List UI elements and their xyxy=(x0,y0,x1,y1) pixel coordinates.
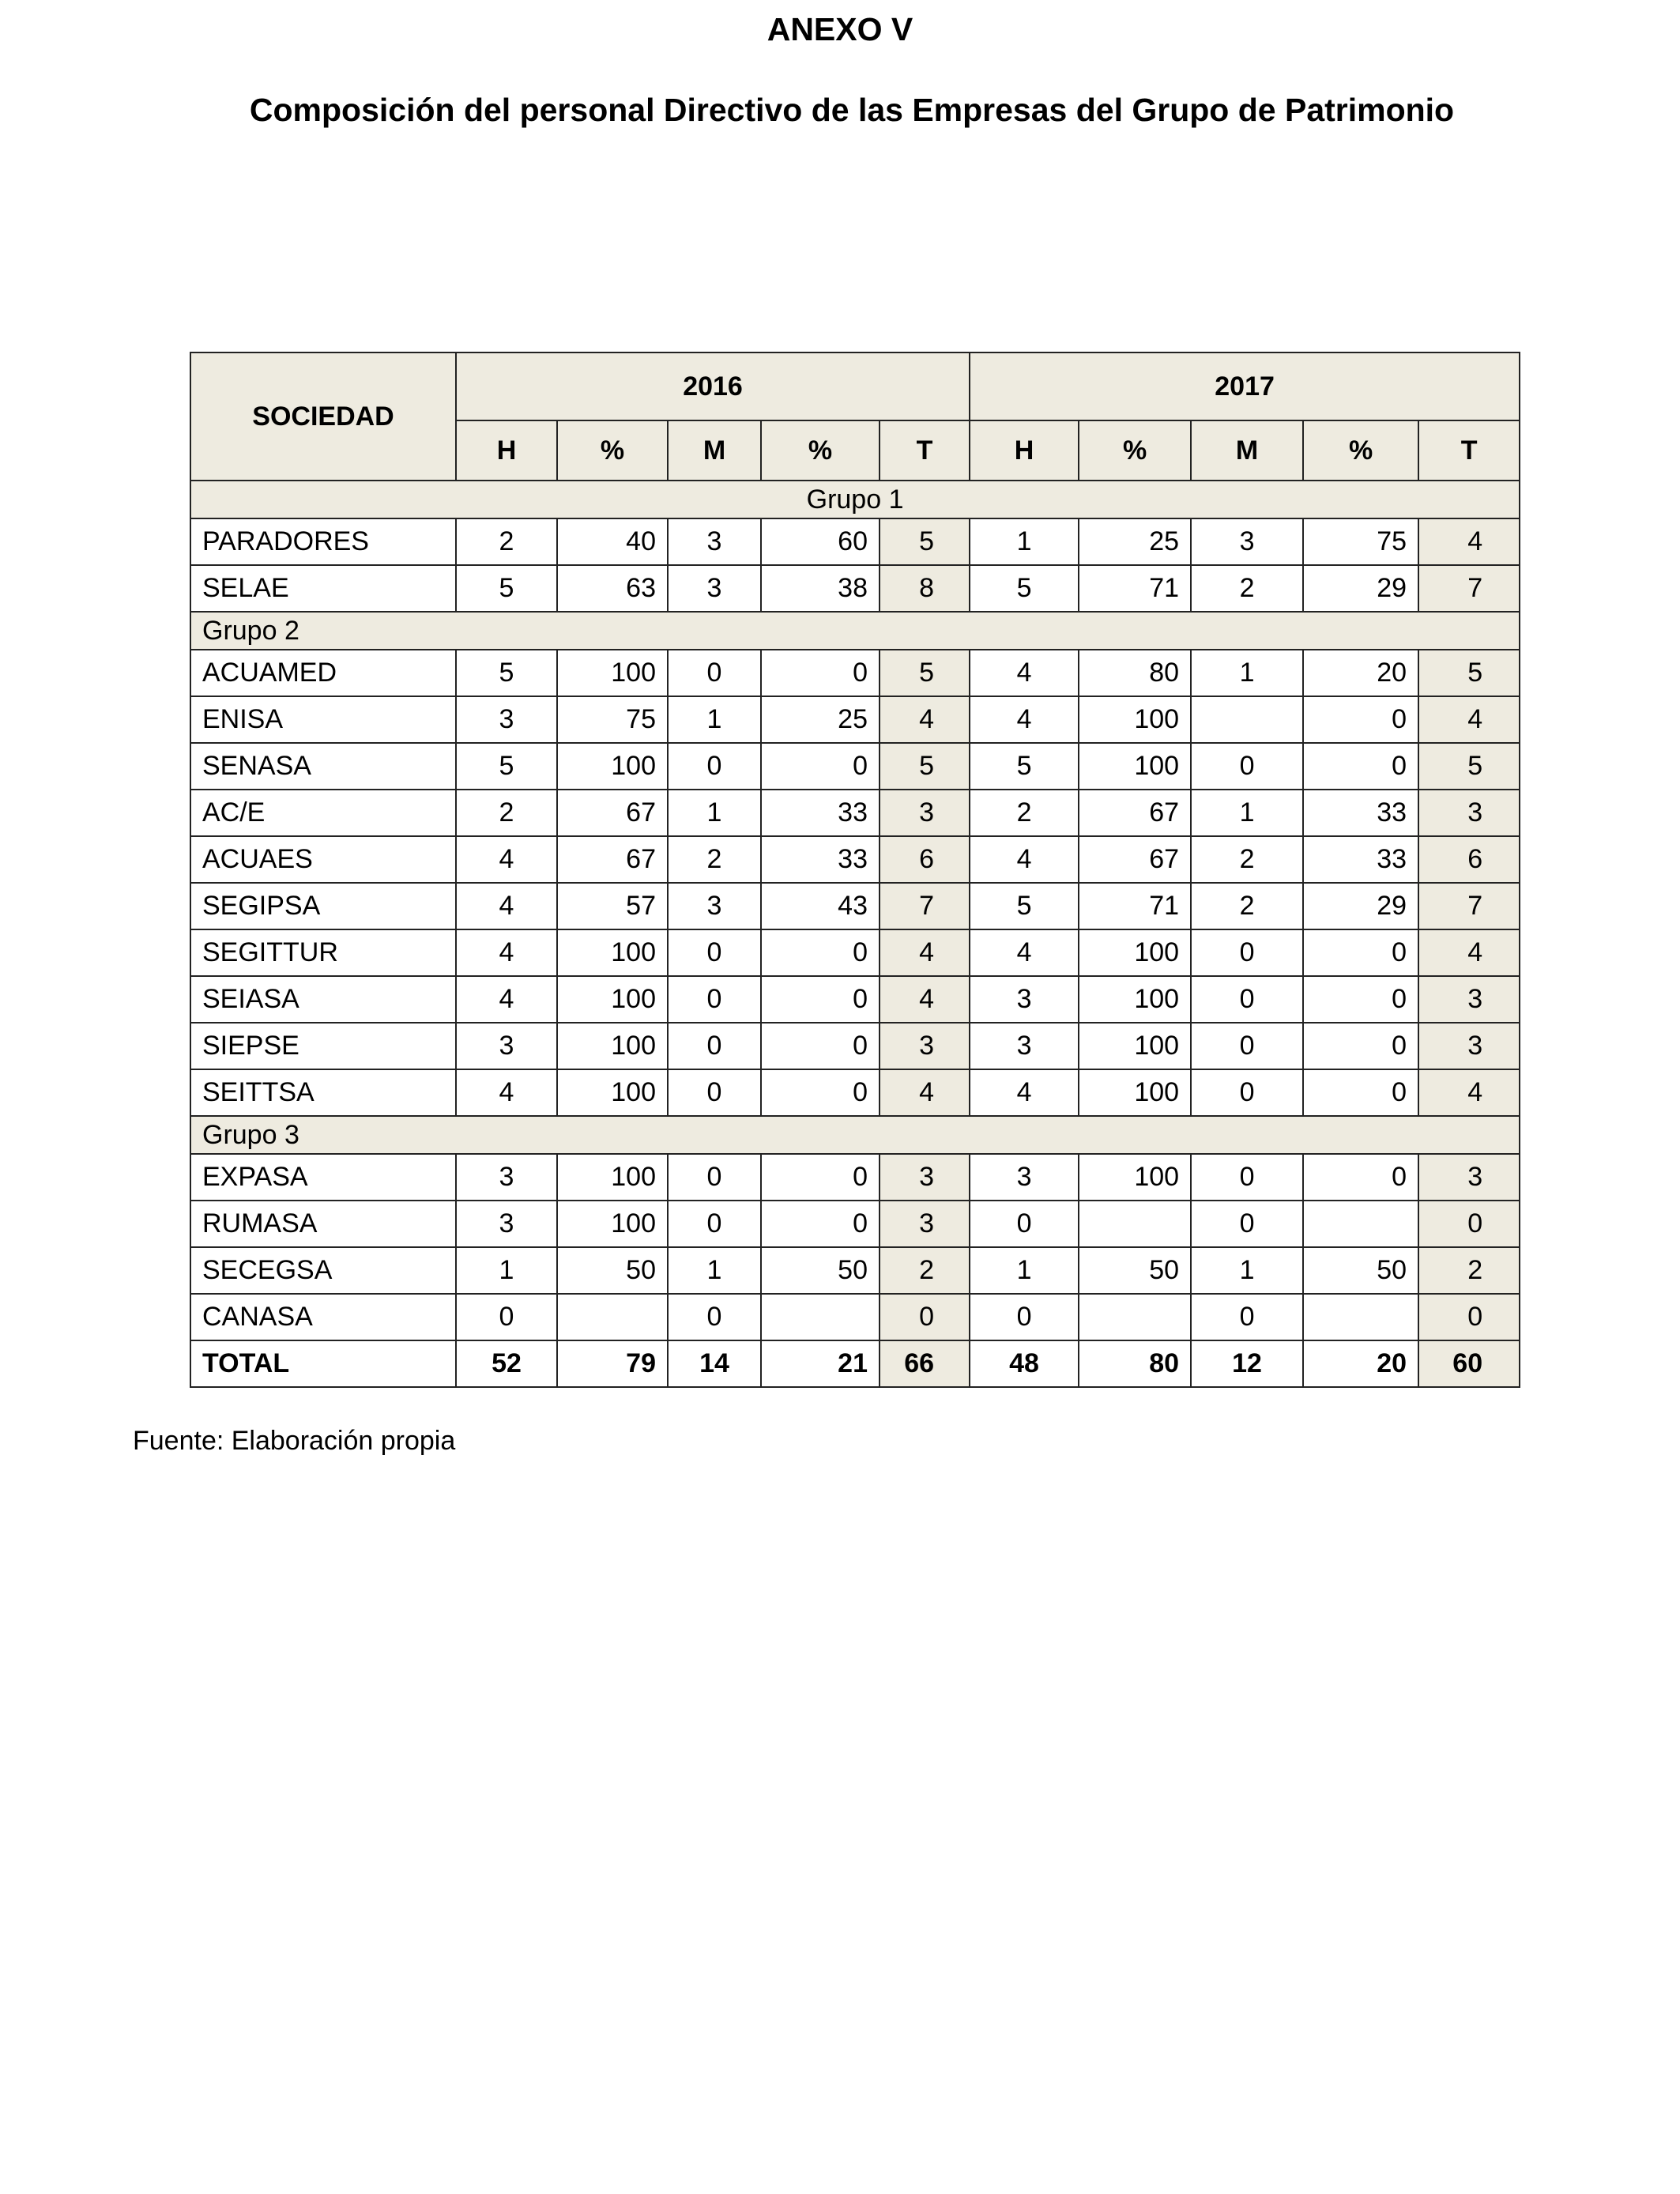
table-row xyxy=(190,1294,1520,1340)
table-cell: 0 xyxy=(761,1069,880,1116)
group-label: Grupo 3 xyxy=(190,1116,1520,1154)
table-cell: 0 xyxy=(1191,1294,1303,1340)
table-cell: 1 xyxy=(668,790,761,836)
table-cell: 0 xyxy=(1191,1023,1303,1069)
table-cell: 43 xyxy=(761,883,880,929)
table-cell: 2 xyxy=(880,1247,970,1294)
table-row xyxy=(190,743,1520,790)
table-cell: 0 xyxy=(761,743,880,790)
annex-title: ANEXO V xyxy=(767,11,913,47)
table-cell: 48 xyxy=(970,1340,1079,1387)
table-cell: 1 xyxy=(970,1247,1079,1294)
table-cell: 0 xyxy=(1191,1201,1303,1247)
table-cell: 0 xyxy=(1191,976,1303,1023)
table-cell: 71 xyxy=(1079,883,1191,929)
table-cell: 0 xyxy=(1303,1023,1418,1069)
table-cell: 0 xyxy=(1303,1069,1418,1116)
table-row xyxy=(190,696,1520,743)
table-cell: 4 xyxy=(880,929,970,976)
table-cell: 1 xyxy=(668,696,761,743)
table-cell: 0 xyxy=(668,1069,761,1116)
table-cell: 60 xyxy=(1418,1340,1520,1387)
table-cell: 7 xyxy=(880,883,970,929)
table-cell: 3 xyxy=(880,1201,970,1247)
table-cell: 3 xyxy=(668,565,761,612)
table-cell: 0 xyxy=(761,1201,880,1247)
table-cell: 79 xyxy=(557,1340,668,1387)
table-cell: 100 xyxy=(557,1154,668,1201)
column-header-sociedad: SOCIEDAD xyxy=(190,352,456,481)
table-cell: 100 xyxy=(557,743,668,790)
group-row xyxy=(190,612,1520,650)
table-cell: 1 xyxy=(1191,650,1303,696)
company-name: RUMASA xyxy=(190,1201,456,1247)
table-cell: 0 xyxy=(1303,929,1418,976)
table-cell: 0 xyxy=(1303,976,1418,1023)
table-cell: 0 xyxy=(668,976,761,1023)
table-cell: 1 xyxy=(1191,1247,1303,1294)
company-name: SEITTSA xyxy=(190,1069,456,1116)
table-cell: 67 xyxy=(557,790,668,836)
table-cell: 4 xyxy=(456,836,557,883)
table-cell xyxy=(1191,696,1303,743)
table-cell: 60 xyxy=(761,518,880,565)
table-row xyxy=(190,1069,1520,1116)
company-name: ACUAES xyxy=(190,836,456,883)
table-cell: 5 xyxy=(456,565,557,612)
table-cell: 50 xyxy=(761,1247,880,1294)
table-cell: 5 xyxy=(880,743,970,790)
table-cell: 2 xyxy=(456,790,557,836)
table-cell: 67 xyxy=(557,836,668,883)
table-row xyxy=(190,650,1520,696)
table-cell: 100 xyxy=(557,929,668,976)
table-cell: 3 xyxy=(1191,518,1303,565)
total-row xyxy=(190,1340,1520,1387)
table-cell: 67 xyxy=(1079,790,1191,836)
table-cell: 0 xyxy=(668,1201,761,1247)
table-cell: 33 xyxy=(1303,790,1418,836)
page-title: Composición del personal Directivo de las Empresas del Grupo de Patrimonio xyxy=(249,92,1455,128)
table-cell: 100 xyxy=(1079,743,1191,790)
table-cell: 3 xyxy=(456,696,557,743)
table-cell: 67 xyxy=(1079,836,1191,883)
table-cell: 0 xyxy=(1191,1154,1303,1201)
table-cell: 75 xyxy=(557,696,668,743)
company-name: CANASA xyxy=(190,1294,456,1340)
table-cell: 5 xyxy=(456,743,557,790)
table-cell: 0 xyxy=(668,743,761,790)
source-note: Fuente: Elaboración propia xyxy=(133,1426,456,1456)
table-cell: 100 xyxy=(1079,696,1191,743)
table-row xyxy=(190,790,1520,836)
company-name: ENISA xyxy=(190,696,456,743)
table-cell: 29 xyxy=(1303,565,1418,612)
table-cell: 4 xyxy=(880,1069,970,1116)
table-cell: 5 xyxy=(970,565,1079,612)
table-cell: 5 xyxy=(970,743,1079,790)
table-cell: 2 xyxy=(1191,883,1303,929)
column-header-year-2016: 2016 xyxy=(456,352,970,420)
table-cell: 5 xyxy=(880,518,970,565)
table-cell: 4 xyxy=(456,929,557,976)
table-cell: 0 xyxy=(668,1023,761,1069)
table-cell: 5 xyxy=(456,650,557,696)
table-cell: 5 xyxy=(970,883,1079,929)
table-cell: 0 xyxy=(1418,1201,1520,1247)
table-cell: 100 xyxy=(557,976,668,1023)
table-cell: 3 xyxy=(1418,790,1520,836)
table-row xyxy=(190,565,1520,612)
table-cell: 0 xyxy=(1303,1154,1418,1201)
company-name: SECEGSA xyxy=(190,1247,456,1294)
table-cell: 0 xyxy=(1303,696,1418,743)
table-row xyxy=(190,929,1520,976)
table-cell: 75 xyxy=(1303,518,1418,565)
table-cell: 4 xyxy=(970,650,1079,696)
table-cell: 0 xyxy=(970,1201,1079,1247)
table-cell: 4 xyxy=(456,976,557,1023)
column-header-year-2017: 2017 xyxy=(970,352,1520,420)
table-cell: 2 xyxy=(1418,1247,1520,1294)
table-cell: 4 xyxy=(1418,1069,1520,1116)
table-cell: 4 xyxy=(880,976,970,1023)
table-cell: 38 xyxy=(761,565,880,612)
table-cell: 33 xyxy=(1303,836,1418,883)
table-cell: 66 xyxy=(880,1340,970,1387)
table-row xyxy=(190,836,1520,883)
table-cell: 8 xyxy=(880,565,970,612)
table-cell: 4 xyxy=(1418,518,1520,565)
table-cell: 100 xyxy=(557,1023,668,1069)
table-cell: 33 xyxy=(761,790,880,836)
table-cell: 3 xyxy=(1418,1023,1520,1069)
table-cell: 0 xyxy=(1191,743,1303,790)
group-row xyxy=(190,481,1520,518)
company-name: SELAE xyxy=(190,565,456,612)
company-name: SEGIPSA xyxy=(190,883,456,929)
table-cell: 1 xyxy=(1191,790,1303,836)
table-cell: 4 xyxy=(970,836,1079,883)
table-cell: 100 xyxy=(1079,929,1191,976)
table-cell: 4 xyxy=(1418,696,1520,743)
company-name: ACUAMED xyxy=(190,650,456,696)
column-subheader: H xyxy=(456,420,557,481)
table-cell: 100 xyxy=(557,1069,668,1116)
table-cell: 4 xyxy=(456,883,557,929)
table-cell: 4 xyxy=(1418,929,1520,976)
table-cell: 3 xyxy=(456,1201,557,1247)
column-subheader: % xyxy=(557,420,668,481)
table-cell: 80 xyxy=(1079,650,1191,696)
table-cell: 4 xyxy=(970,696,1079,743)
table-cell: 3 xyxy=(880,790,970,836)
table-cell: 3 xyxy=(1418,1154,1520,1201)
table-cell: 5 xyxy=(1418,650,1520,696)
table-cell: 0 xyxy=(668,1154,761,1201)
table-cell: 14 xyxy=(668,1340,761,1387)
company-name: SEIASA xyxy=(190,976,456,1023)
table-cell xyxy=(1303,1294,1418,1340)
column-subheader: % xyxy=(1303,420,1418,481)
table-cell: 3 xyxy=(880,1023,970,1069)
table-cell: 71 xyxy=(1079,565,1191,612)
table-cell: 0 xyxy=(761,929,880,976)
table-cell: 0 xyxy=(1191,1069,1303,1116)
table-cell: 4 xyxy=(970,1069,1079,1116)
table-cell: 4 xyxy=(970,929,1079,976)
table-cell: 3 xyxy=(970,1023,1079,1069)
table-cell: 52 xyxy=(456,1340,557,1387)
table-cell xyxy=(1303,1201,1418,1247)
table-cell: 100 xyxy=(557,650,668,696)
table-row xyxy=(190,1154,1520,1201)
table-cell: 3 xyxy=(456,1023,557,1069)
table-cell: 3 xyxy=(1418,976,1520,1023)
table-cell: 50 xyxy=(557,1247,668,1294)
table-cell: 0 xyxy=(761,1154,880,1201)
table-cell: 3 xyxy=(880,1154,970,1201)
table-cell: 2 xyxy=(456,518,557,565)
company-name: AC/E xyxy=(190,790,456,836)
table-cell: 57 xyxy=(557,883,668,929)
table-cell: 6 xyxy=(1418,836,1520,883)
company-name: SENASA xyxy=(190,743,456,790)
table-cell: 2 xyxy=(1191,565,1303,612)
table-cell: 50 xyxy=(1079,1247,1191,1294)
table-cell: 1 xyxy=(970,518,1079,565)
table-cell: 3 xyxy=(970,1154,1079,1201)
group-label: Grupo 2 xyxy=(190,612,1520,650)
table-cell: 100 xyxy=(1079,1023,1191,1069)
table-cell: 4 xyxy=(880,696,970,743)
column-subheader: H xyxy=(970,420,1079,481)
table-cell: 3 xyxy=(668,883,761,929)
table-cell: 3 xyxy=(668,518,761,565)
table-cell: 0 xyxy=(1418,1294,1520,1340)
total-label: TOTAL xyxy=(190,1340,456,1387)
table-cell: 33 xyxy=(761,836,880,883)
company-name: PARADORES xyxy=(190,518,456,565)
table-cell: 0 xyxy=(456,1294,557,1340)
table-cell: 20 xyxy=(1303,1340,1418,1387)
table-cell: 3 xyxy=(456,1154,557,1201)
column-subheader: M xyxy=(1191,420,1303,481)
table-cell: 2 xyxy=(970,790,1079,836)
column-subheader: % xyxy=(1079,420,1191,481)
table-cell: 3 xyxy=(970,976,1079,1023)
table-cell: 0 xyxy=(1303,743,1418,790)
table-row xyxy=(190,976,1520,1023)
table-cell: 0 xyxy=(761,650,880,696)
table-cell: 100 xyxy=(557,1201,668,1247)
column-subheader: T xyxy=(1418,420,1520,481)
table-cell: 0 xyxy=(970,1294,1079,1340)
table-cell: 12 xyxy=(1191,1340,1303,1387)
table-cell: 25 xyxy=(1079,518,1191,565)
column-subheader: M xyxy=(668,420,761,481)
table-cell xyxy=(1079,1294,1191,1340)
table-cell: 5 xyxy=(1418,743,1520,790)
table-cell: 1 xyxy=(668,1247,761,1294)
table-row xyxy=(190,883,1520,929)
table-cell: 80 xyxy=(1079,1340,1191,1387)
table-cell: 63 xyxy=(557,565,668,612)
company-name: SEGITTUR xyxy=(190,929,456,976)
company-name: EXPASA xyxy=(190,1154,456,1201)
group-row xyxy=(190,1116,1520,1154)
table-cell: 100 xyxy=(1079,1154,1191,1201)
table-cell: 20 xyxy=(1303,650,1418,696)
table-cell: 0 xyxy=(668,1294,761,1340)
table-cell: 6 xyxy=(880,836,970,883)
table-cell: 100 xyxy=(1079,1069,1191,1116)
table-row xyxy=(190,1201,1520,1247)
column-subheader: T xyxy=(880,420,970,481)
company-name: SIEPSE xyxy=(190,1023,456,1069)
table-cell: 0 xyxy=(1191,929,1303,976)
column-subheader: % xyxy=(761,420,880,481)
table-row xyxy=(190,1023,1520,1069)
table-cell: 40 xyxy=(557,518,668,565)
table-cell xyxy=(557,1294,668,1340)
table-cell xyxy=(761,1294,880,1340)
table-cell: 25 xyxy=(761,696,880,743)
table-cell: 0 xyxy=(880,1294,970,1340)
table-cell: 0 xyxy=(761,976,880,1023)
table-cell: 21 xyxy=(761,1340,880,1387)
table-row xyxy=(190,1247,1520,1294)
group-label: Grupo 1 xyxy=(190,481,1520,518)
table-cell: 29 xyxy=(1303,883,1418,929)
table-cell: 5 xyxy=(880,650,970,696)
table-cell: 0 xyxy=(761,1023,880,1069)
table-cell: 0 xyxy=(668,929,761,976)
table-cell: 7 xyxy=(1418,565,1520,612)
table-cell: 4 xyxy=(456,1069,557,1116)
table-cell: 1 xyxy=(456,1247,557,1294)
table-cell: 50 xyxy=(1303,1247,1418,1294)
table-cell: 7 xyxy=(1418,883,1520,929)
table-row xyxy=(190,518,1520,565)
table-cell: 0 xyxy=(668,650,761,696)
table-cell: 2 xyxy=(1191,836,1303,883)
table-cell: 100 xyxy=(1079,976,1191,1023)
table-cell xyxy=(1079,1201,1191,1247)
table-cell: 2 xyxy=(668,836,761,883)
staff-composition-table xyxy=(190,352,1520,1388)
